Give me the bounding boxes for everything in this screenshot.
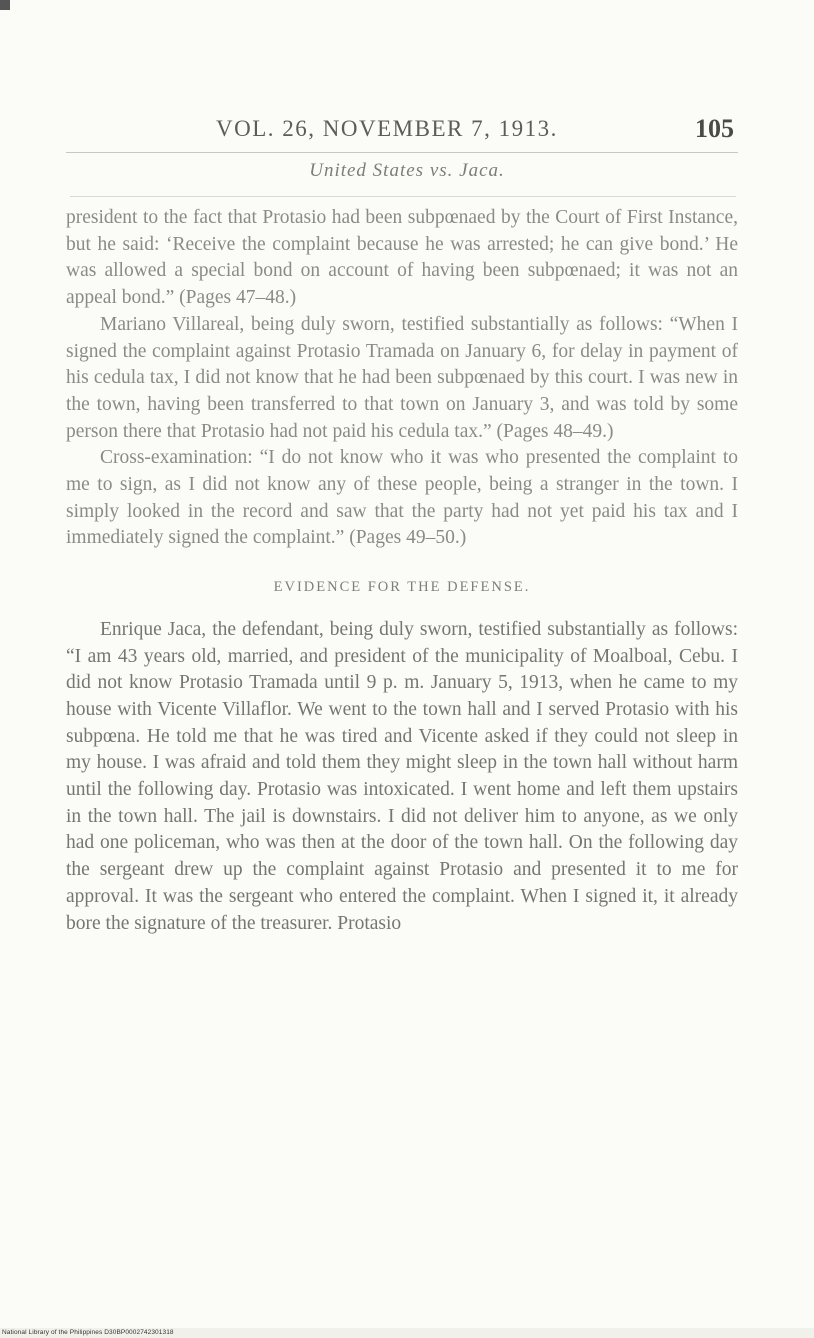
body-text xyxy=(66,205,738,937)
header-rule xyxy=(66,152,738,153)
paragraph-continued: president to the fact that Protasio had been subpœnaed by the Court of First Instance, but he said: ‘Receive the complaint because he was arrested; he can give bond.’ He was allowed a special bond on account of having been subpœnaed; it was not an appeal bond.” (Pages 47–48.) xyxy=(66,207,738,309)
section-heading: EVIDENCE FOR THE DEFENSE. xyxy=(273,579,531,596)
running-title: VOL. 26, NOVEMBER 7, 1913. xyxy=(216,116,558,141)
case-title-rule xyxy=(70,196,736,197)
paragraph-defense-testimony: Enrique Jaca, the defendant, being duly sworn, testified substantially as follows: “I am 43 years old, married, and president of the municipality of Moalboal, Cebu. I did not know Protasio Tramada until 9 p. m. January 5, 1913, when he came to my house with Vicente Villaflor. We went to the town hall and I served Protasio with his subpœna. He told me that he was tired and Vicente asked if they could not sleep in my house. I was afraid and told them they might sleep in the town hall without harm until the following day. Protasio was intoxicated. I went home and left them upstairs in the town hall. The jail is downstairs. I did not deliver him to anyone, as we only had one policeman, who was then at the door of the town hall. On the following day the sergeant drew up the complaint against Protasio and presented it to me for approval. It was the sergeant who entered the complaint. When I signed it, it already bore the signature of the treasurer. Protasio xyxy=(66,618,738,934)
footer-source-line: National Library of the Philippines D30BP0002742301318 xyxy=(2,1329,174,1336)
scan-corner-mark xyxy=(0,0,10,10)
page-number: 105 xyxy=(695,114,734,143)
paragraph-villareal-testimony: Mariano Villareal, being duly sworn, testified substantially as follows: “When I signed the complaint against Protasio Tramada on January 6, for delay in payment of his cedula tax, I did not know that he had been subpœnaed by this court. I was new in the town, having been transferred to that town on January 3, and was told by some person there that Protasio had not paid his cedula tax.” (Pages 48–49.) xyxy=(66,313,738,442)
paragraph-cross-examination: Cross-examination: “I do not know who it was who presented the complaint to me to sign, as I did not know any of these people, being a stranger in the town. I simply looked in the record and saw that the party had not yet paid his tax and I immediately signed the complaint.” (Pages 49–50.) xyxy=(66,447,738,549)
case-title: United States vs. Jaca. xyxy=(309,160,505,181)
running-head xyxy=(66,112,736,152)
